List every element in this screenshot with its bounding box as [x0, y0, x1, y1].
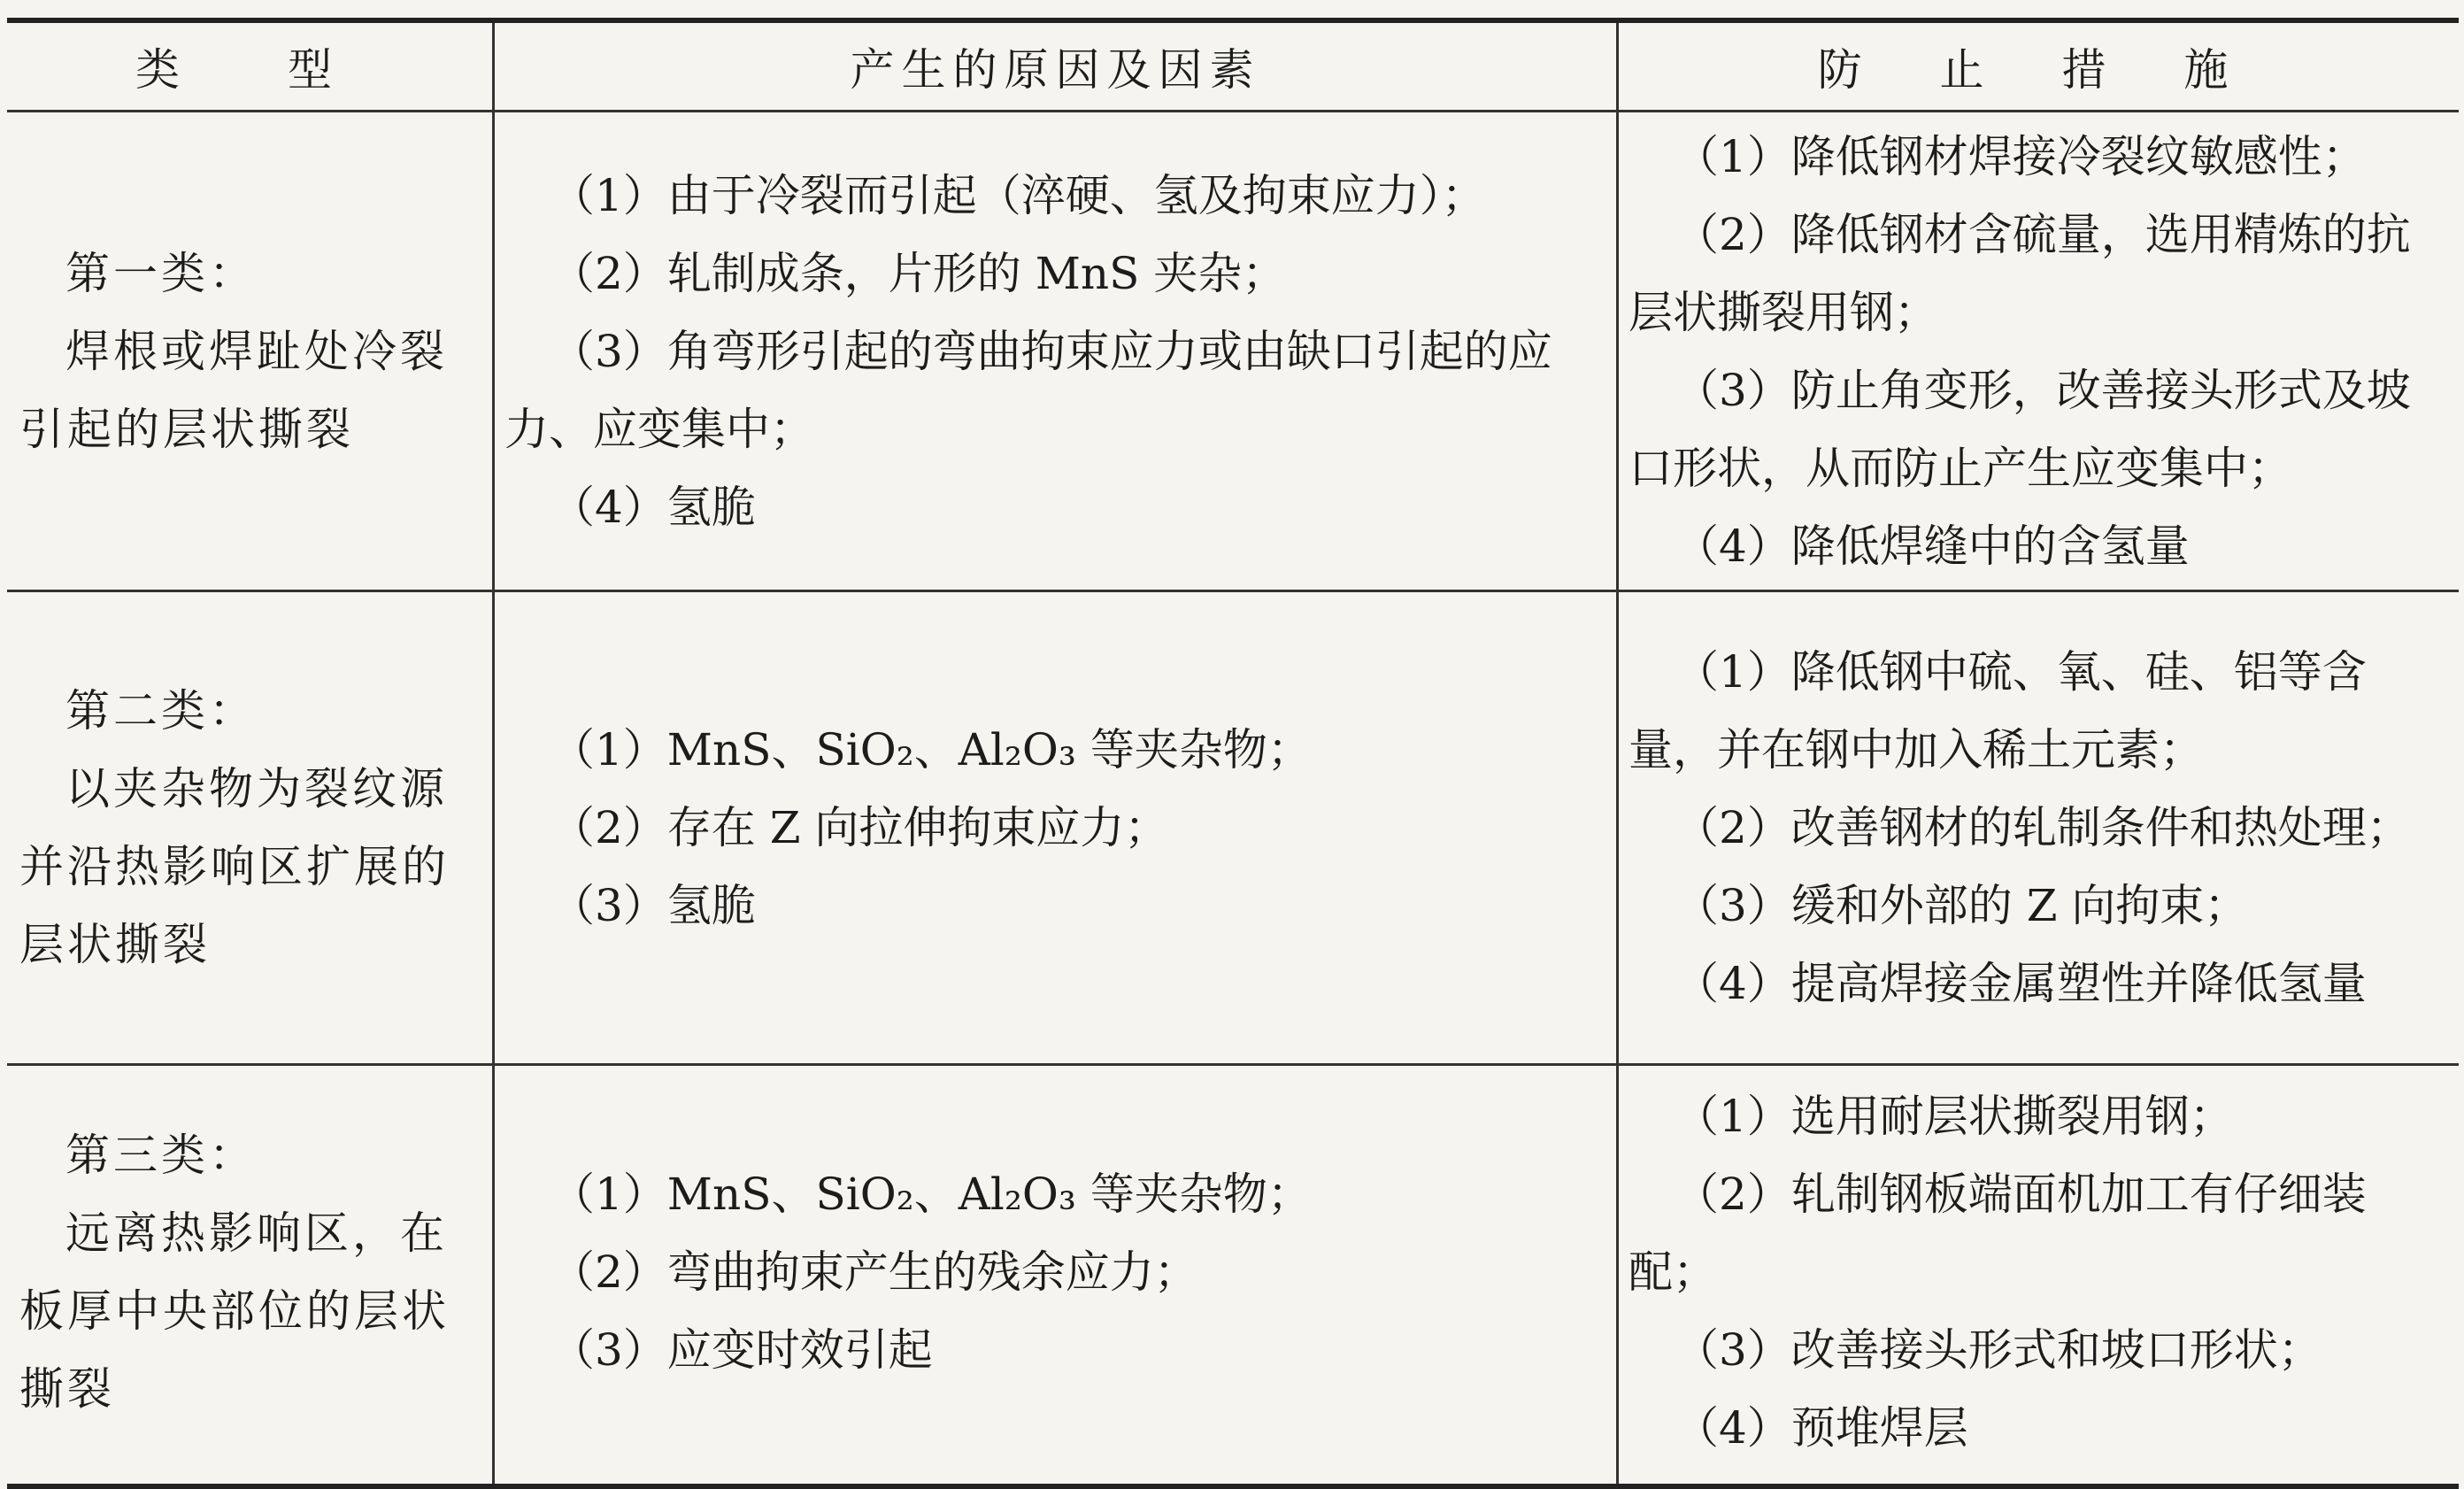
cause-item: （2）轧制成条，片形的 MnS 夹杂； — [551, 247, 1287, 299]
measure-item: （2）改善钢材的轧制条件和热处理； — [1675, 802, 2411, 853]
type-description: 远离热影响区，在板厚中央部位的层状撕裂 — [19, 1207, 450, 1415]
header-type: 类 型 — [135, 44, 364, 96]
measure-item: （1）降低钢中硫、氧、硅、铝等含量，并在钢中加入稀土元素； — [1629, 646, 2367, 775]
data-table — [7, 18, 2459, 1489]
type-title: 第一类： — [65, 247, 257, 299]
measure-item: （1）选用耐层状撕裂用钢； — [1675, 1091, 2234, 1142]
header-measures: 防 止 措 施 — [1817, 44, 2260, 96]
type-title: 第二类： — [65, 685, 257, 737]
row1-causes — [504, 112, 1611, 590]
column-divider — [1616, 23, 1619, 1484]
cause-item: （2）存在 Z 向拉伸拘束应力； — [551, 802, 1169, 853]
column-divider — [492, 23, 495, 1484]
row2-causes — [504, 592, 1611, 1063]
cause-item: （1）由于冷裂而引起（淬硬、氢及拘束应力）； — [551, 169, 1486, 221]
cause-item: （3）角弯形引起的弯曲拘束应力或由缺口引起的应力、应变集中； — [504, 325, 1552, 455]
measure-item: （4）降低焊缝中的含氢量 — [1675, 520, 2190, 572]
cause-item: （3）应变时效引起 — [551, 1324, 933, 1376]
cause-item: （4）氢脆 — [551, 481, 756, 533]
type-description: 以夹杂物为裂纹源并沿热影响区扩展的层状撕裂 — [19, 763, 450, 970]
row1-measures — [1629, 112, 2452, 590]
measure-item: （2）轧制钢板端面机加工有仔细装配； — [1629, 1169, 2367, 1298]
cause-item: （1）MnS、SiO₂、Al₂O₃ 等夹杂物； — [551, 1169, 1312, 1220]
measure-item: （3）防止角变形，改善接头形式及坡口形状，从而防止产生应变集中； — [1629, 364, 2411, 494]
row1-type — [19, 112, 489, 590]
type-description: 焊根或焊趾处冷裂引起的层状撕裂 — [19, 325, 448, 455]
cause-item: （1）MnS、SiO₂、Al₂O₃ 等夹杂物； — [551, 724, 1312, 775]
measure-item: （1）降低钢材焊接冷裂纹敏感性； — [1675, 130, 2367, 182]
measure-item: （4）提高焊接金属塑性并降低氢量 — [1675, 958, 2367, 1009]
row3-type — [19, 1066, 489, 1478]
cause-item: （3）氢脆 — [551, 880, 756, 931]
row2-type — [19, 592, 489, 1063]
cause-item: （2）弯曲拘束产生的残余应力； — [551, 1246, 1198, 1298]
header-causes: 产生的原因及因素 — [850, 44, 1261, 96]
measure-item: （3）缓和外部的 Z 向拘束； — [1675, 880, 2249, 931]
type-title: 第三类： — [65, 1130, 257, 1181]
measure-item: （4）预堆焊层 — [1675, 1402, 1968, 1454]
row3-causes — [504, 1066, 1611, 1478]
measure-item: （2）降低钢材含硫量，选用精炼的抗层状撕裂用钢； — [1629, 208, 2411, 338]
row2-measures — [1629, 592, 2452, 1063]
row3-measures — [1629, 1066, 2452, 1478]
measure-item: （3）改善接头形式和坡口形状； — [1675, 1324, 2322, 1376]
